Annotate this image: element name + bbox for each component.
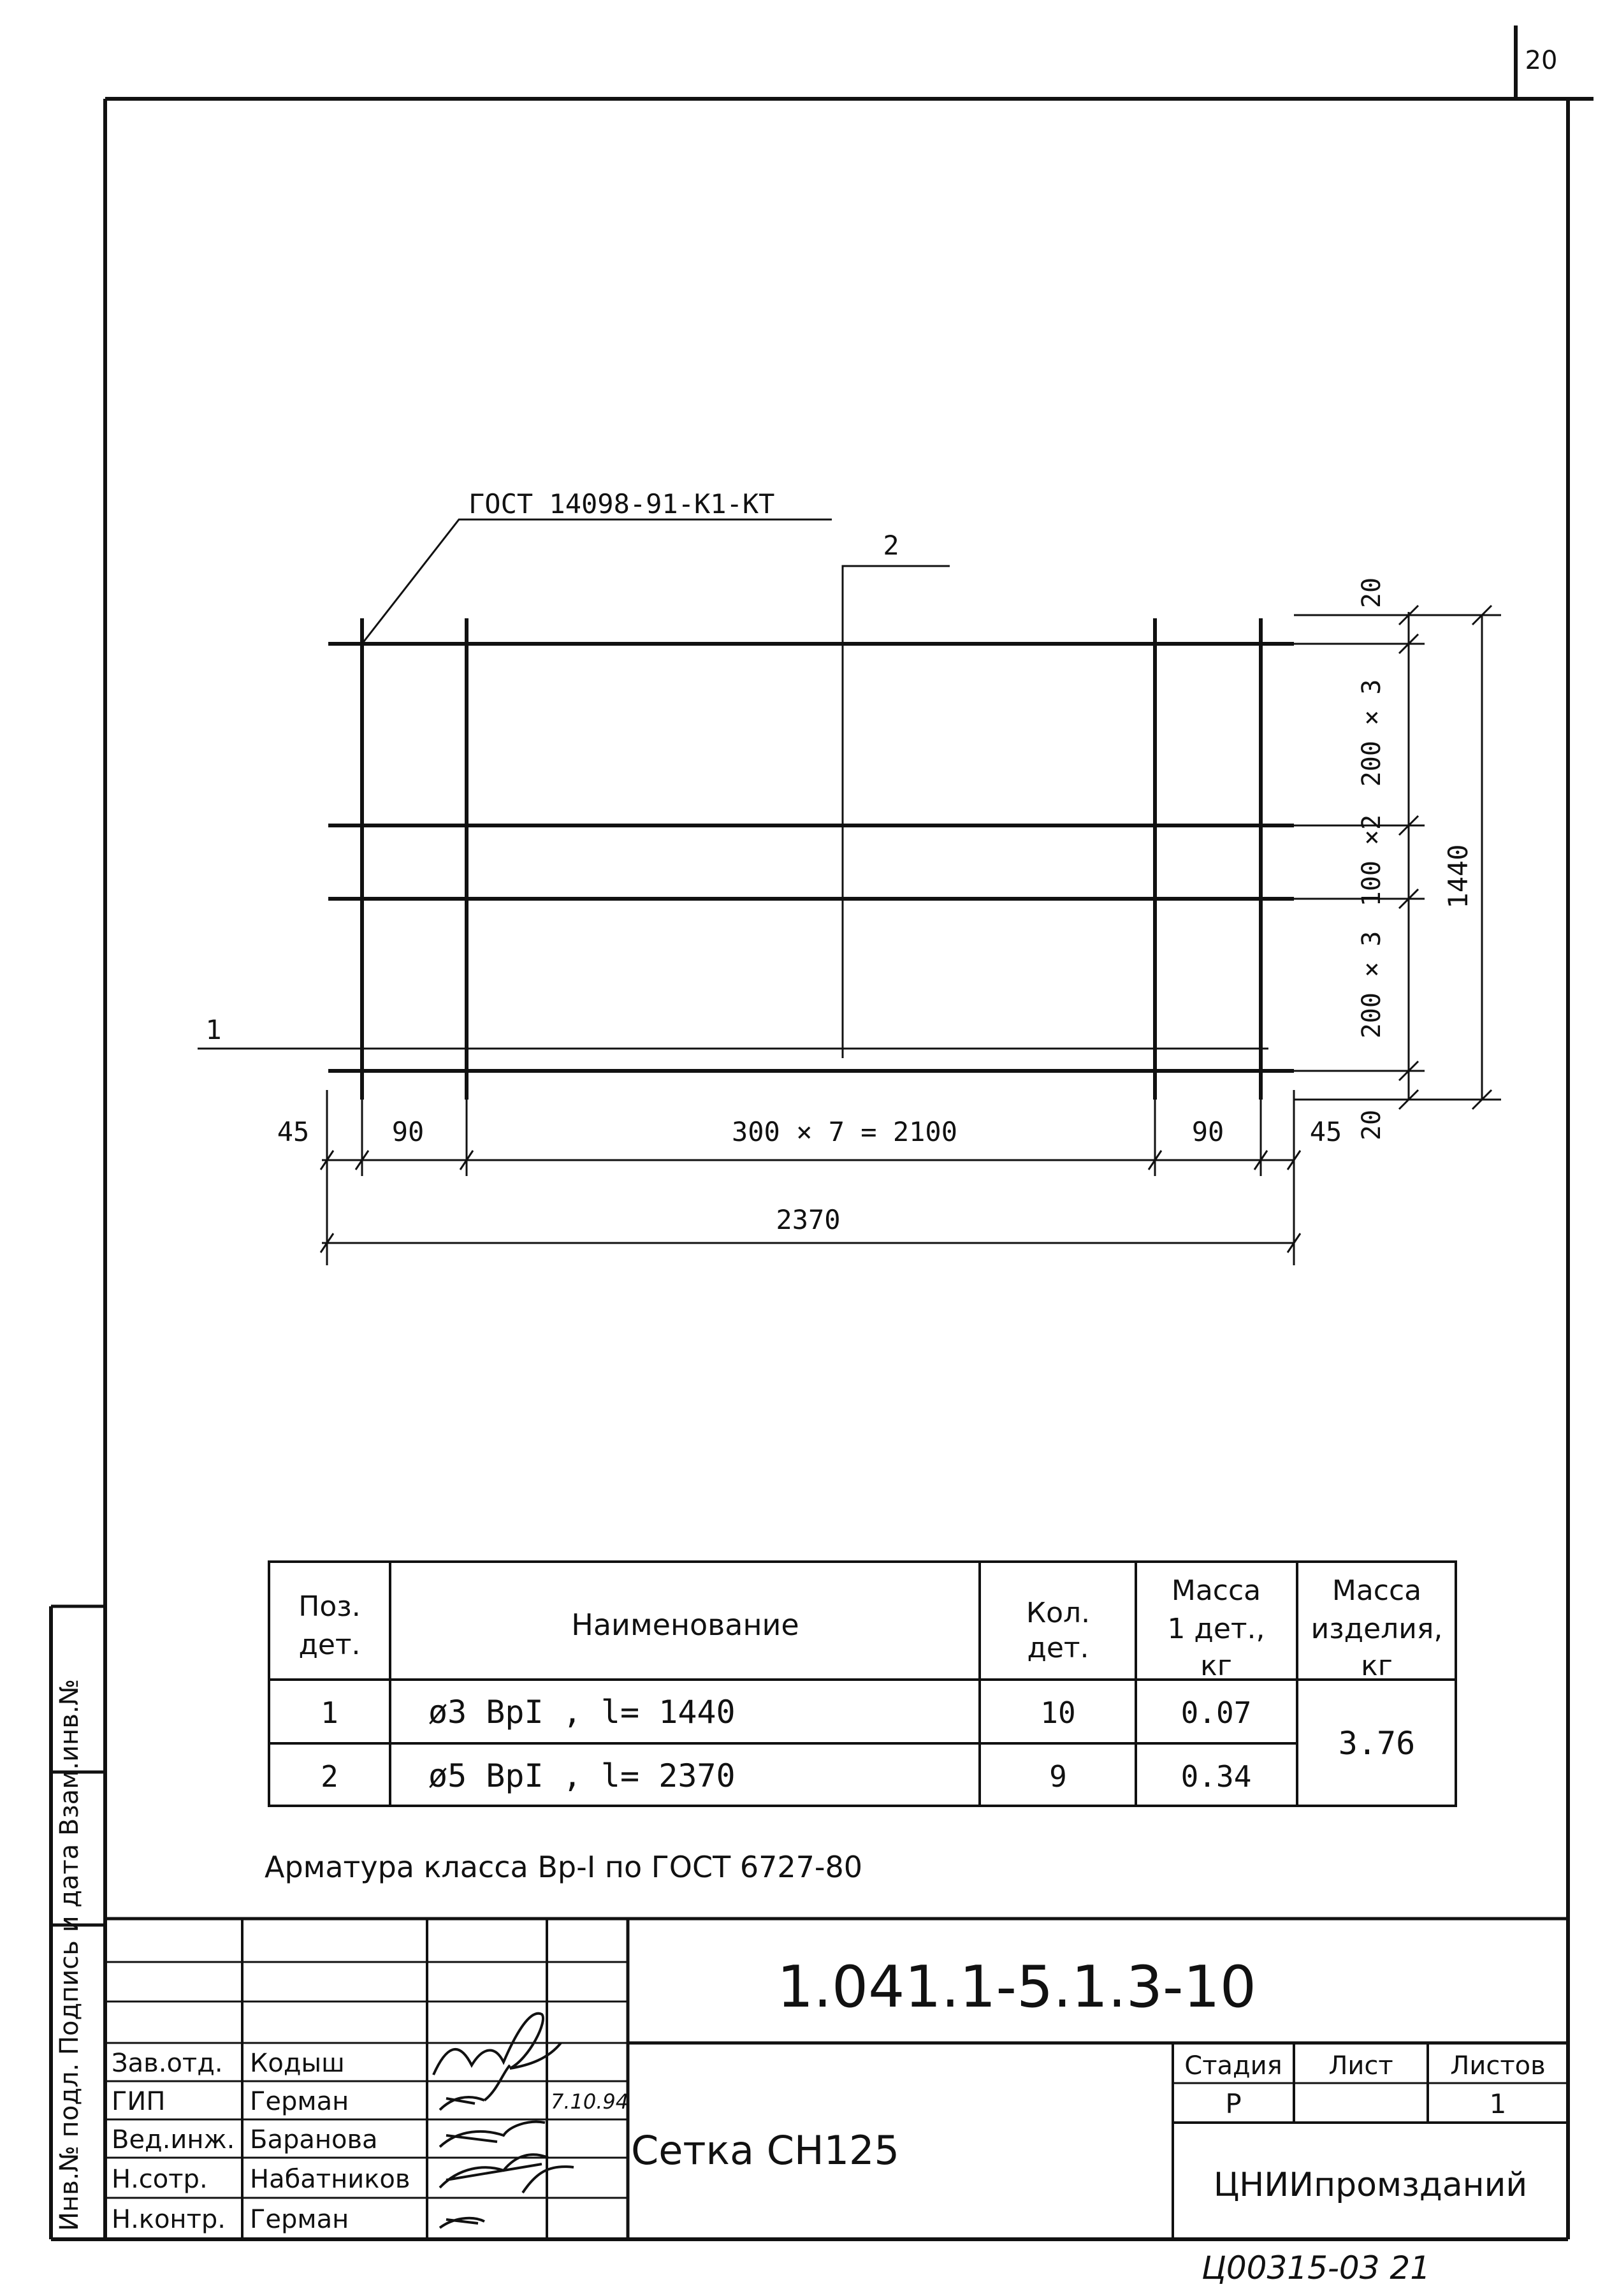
header-mass1-line1: Масса <box>1171 1574 1261 1607</box>
dim-total-length: 2370 <box>776 1204 841 1235</box>
left-binding-strip <box>51 1606 105 2239</box>
left-strip-text: Инв.№ подл. Подпись и дата Взам.инв.№ <box>55 1678 84 2231</box>
header-mass-total-line2: изделия, <box>1310 1613 1443 1645</box>
name-2: Герман <box>250 2087 349 2116</box>
dim-90-right: 90 <box>1191 1116 1224 1147</box>
mesh-drawing <box>198 488 1294 1100</box>
dim-90-left: 90 <box>391 1116 425 1147</box>
name-4: Набатников <box>250 2165 410 2194</box>
page-number: 20 <box>1525 46 1558 75</box>
document-code: 1.041.1-5.1.3-10 <box>777 1954 1256 2021</box>
gost-weld-label: ГОСТ 14098-91-К1-КТ <box>468 488 775 520</box>
dim-200x3-top: 200 × 3 <box>1357 679 1386 787</box>
sheets-value: 1 <box>1489 2088 1507 2119</box>
dim-200x3-bottom: 200 × 3 <box>1357 931 1386 1039</box>
callout-1: 1 <box>205 1014 222 1045</box>
drawing-title: Сетка СН125 <box>631 2127 899 2174</box>
row1-name: ø3 ВрI , l= 1440 <box>428 1694 736 1731</box>
header-mass-total-line1: Масса <box>1332 1574 1422 1607</box>
role-1: Зав.отд. <box>112 2049 223 2078</box>
header-mass1-line3: кг <box>1200 1650 1232 1682</box>
stage-label: Стадия <box>1184 2051 1282 2081</box>
row1-mass: 0.07 <box>1180 1696 1252 1730</box>
role-2: ГИП <box>112 2087 166 2116</box>
title-block <box>105 1919 1568 2239</box>
dim-20-bottom: 20 <box>1357 1109 1386 1141</box>
archive-stamp: Ц00315-03 21 <box>1202 2249 1431 2286</box>
header-name: Наименование <box>571 1608 799 1642</box>
dim-middle: 300 × 7 = 2100 <box>731 1116 958 1147</box>
organization-name: ЦНИИпромзданий <box>1213 2166 1528 2204</box>
row2-qty: 9 <box>1049 1759 1067 1794</box>
name-1: Кодыш <box>250 2049 345 2078</box>
total-mass: 3.76 <box>1338 1725 1416 1762</box>
name-5: Герман <box>250 2205 349 2234</box>
stage-value: Р <box>1225 2088 1242 2119</box>
dim-45-right: 45 <box>1309 1116 1342 1147</box>
header-qty-line2: дет. <box>1027 1632 1089 1664</box>
specification-table <box>269 1562 1456 1806</box>
sheet-label: Лист <box>1328 2051 1393 2081</box>
row2-name: ø5 ВрI , l= 2370 <box>428 1757 736 1794</box>
dim-45-left: 45 <box>277 1116 310 1147</box>
dim-20-top: 20 <box>1357 577 1386 609</box>
row2-mass: 0.34 <box>1180 1759 1252 1794</box>
vertical-dimensions <box>1294 578 1501 1140</box>
horizontal-dimensions <box>277 1090 1342 1265</box>
signature-marks <box>433 2014 574 2228</box>
dim-total-width: 1440 <box>1442 844 1474 909</box>
row2-pos: 2 <box>321 1759 338 1794</box>
role-3: Вед.инж. <box>112 2125 235 2154</box>
role-4: Н.сотр. <box>112 2165 208 2194</box>
header-pos-line2: дет. <box>298 1629 361 1661</box>
row1-qty: 10 <box>1040 1696 1076 1730</box>
role-5: Н.контр. <box>112 2205 226 2234</box>
header-mass-total-line3: кг <box>1361 1650 1393 1682</box>
header-pos-line1: Поз. <box>298 1590 361 1623</box>
date-2: 7.10.94 <box>551 2089 629 2114</box>
dim-100x2: 100 ×2 <box>1357 814 1386 907</box>
row1-pos: 1 <box>321 1696 338 1730</box>
header-mass1-line2: 1 дет., <box>1167 1613 1265 1645</box>
header-qty-line1: Кол. <box>1026 1597 1091 1629</box>
sheets-label: Листов <box>1450 2051 1546 2081</box>
name-3: Баранова <box>250 2125 378 2154</box>
reinforcement-note: Арматура класса Вр-I по ГОСТ 6727-80 <box>265 1850 863 1884</box>
callout-2: 2 <box>883 530 899 561</box>
